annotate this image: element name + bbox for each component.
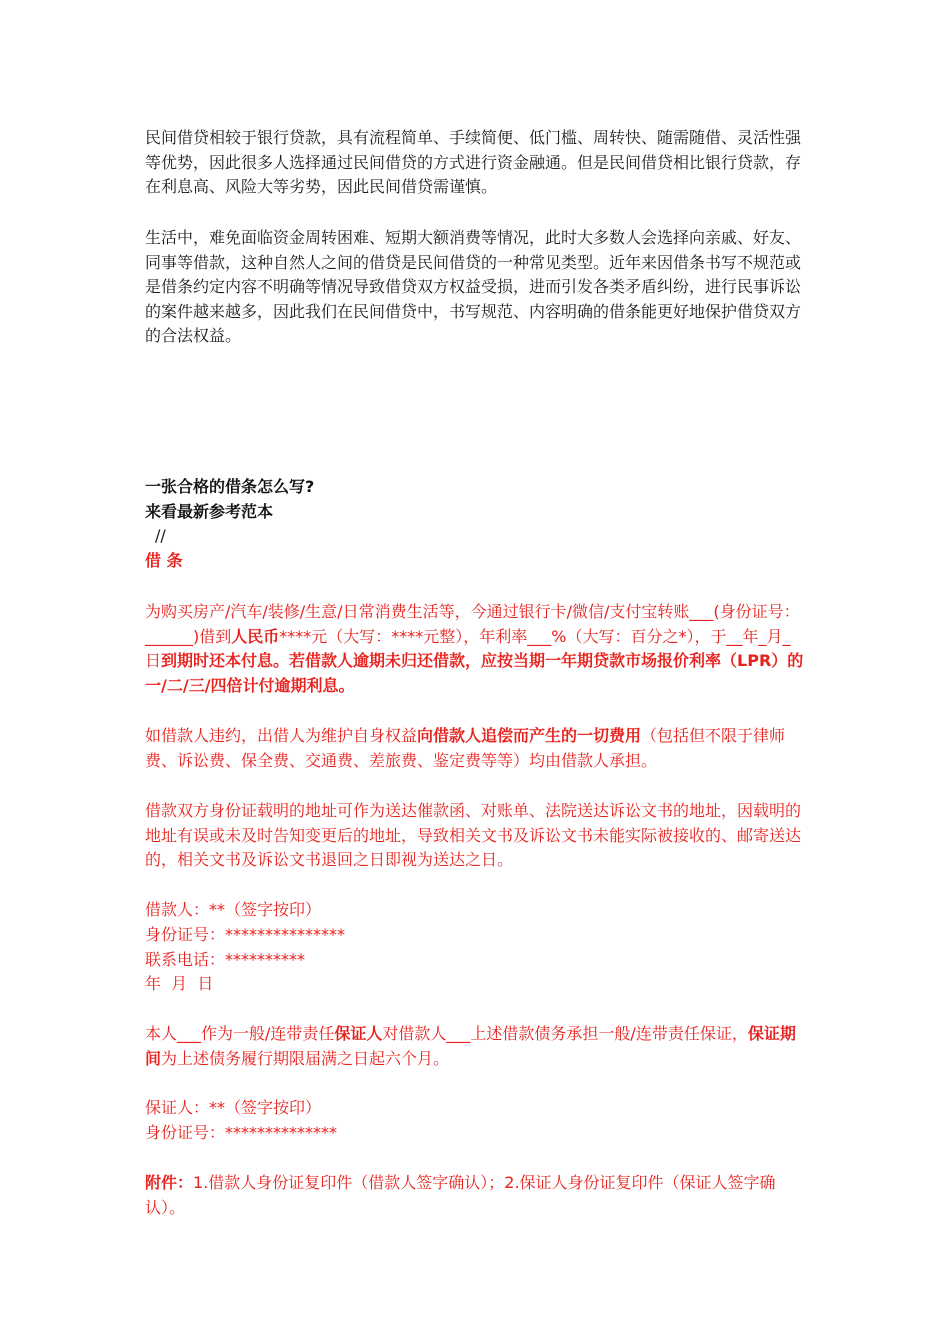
separator: // <box>155 526 166 545</box>
g-text-a: 本人___作为一般/连带责任 <box>145 1024 335 1043</box>
section-heading-1: 一张合格的借条怎么写? <box>145 477 315 496</box>
borrower-id: 身份证号：*************** <box>145 925 346 944</box>
attachment-paragraph <box>145 1171 805 1220</box>
borrower-phone: 联系电话：********** <box>145 950 306 969</box>
p1-text-c: ****元（大写：****元整），年利率___%（大写：百分之*），于__年_月_日 <box>145 626 791 670</box>
g-text-c: 对借款人___上述借款债务承担一般/连带责任保证， <box>382 1024 748 1043</box>
template-paragraph-2 <box>145 724 805 773</box>
g-guarantor: 保证人 <box>334 1024 383 1043</box>
g-text-e: 为上述债务履行期限届满之日起六个月。 <box>161 1048 450 1068</box>
borrower-name: 借款人：**（签字按印） <box>145 900 322 919</box>
p1-text-a: 为购买房产/汽车/装修/生意/日常消费生活等，今通过银行卡/微信/支付宝转账___(身份证号：______)借到 <box>145 602 800 646</box>
section-heading-2: 来看最新参考范本 <box>145 502 274 521</box>
p1-repay-terms: 到期时还本付息。若借款人逾期未归还借款，应按当期一年期贷款市场报价利率（LPR）的一/二/三/四倍计付逾期利息。 <box>145 651 804 695</box>
guarantor-name: 保证人：**（签字按印） <box>145 1098 322 1117</box>
intro-paragraph-1: 民间借贷相较于银行贷款，具有流程简单、手续简便、低门槛、周转快、随需随借、灵活性强等优势，因此很多人选择通过民间借贷的方式进行资金融通。但是民间借贷相比银行贷款，存在利息高、风险大等劣势，因此民间借贷需谨慎。 <box>145 128 802 196</box>
guarantor-id: 身份证号：************** <box>145 1123 338 1142</box>
p1-rmb: 人民币 <box>231 626 280 646</box>
template-paragraph-3: 借款双方身份证载明的地址可作为送达催款函、对账单、法院送达诉讼文书的地址，因载明的地址有误或未及时告知变更后的地址，导致相关文书及诉讼文书未能实际被接收的、邮寄送达的，相关文书及诉讼文书退回之日即视为送达之日。 <box>145 801 802 869</box>
borrower-date: 年 月 日 <box>145 974 214 993</box>
attachment-label: 附件： <box>145 1173 194 1192</box>
guarantee-paragraph <box>145 1022 805 1071</box>
g-period: 保证期间 <box>145 1024 796 1068</box>
intro-paragraph-2: 生活中，难免面临资金周转困难、短期大额消费等情况，此时大多数人会选择向亲戚、好友、同事等借款，这种自然人之间的借贷是民间借贷的一种常见类型。近年来因借条书写不规范或是借条约定内容不明确等情况导致借贷双方权益受损，进而引发各类矛盾纠纷，进行民事诉讼的案件越来越多，因此我们在民间借贷中，书写规范、内容明确的借条能更好地保护借贷双方的合法权益。 <box>145 228 802 345</box>
p2-text-a: 如借款人违约，出借人为维护自身权益 <box>145 726 418 745</box>
p2-text-c: （包括但不限于律师费、诉讼费、保全费、交通费、差旅费、鉴定费等等）均由借款人承担。 <box>145 726 786 770</box>
template-paragraph-1 <box>145 600 805 698</box>
attachment-text: 1.借款人身份证复印件（借款人签字确认）；2.保证人身份证复印件（保证人签字确认）。 <box>145 1173 776 1217</box>
p2-costs: 向借款人追偿而产生的一切费用 <box>417 726 642 745</box>
iou-title: 借 条 <box>145 551 183 570</box>
